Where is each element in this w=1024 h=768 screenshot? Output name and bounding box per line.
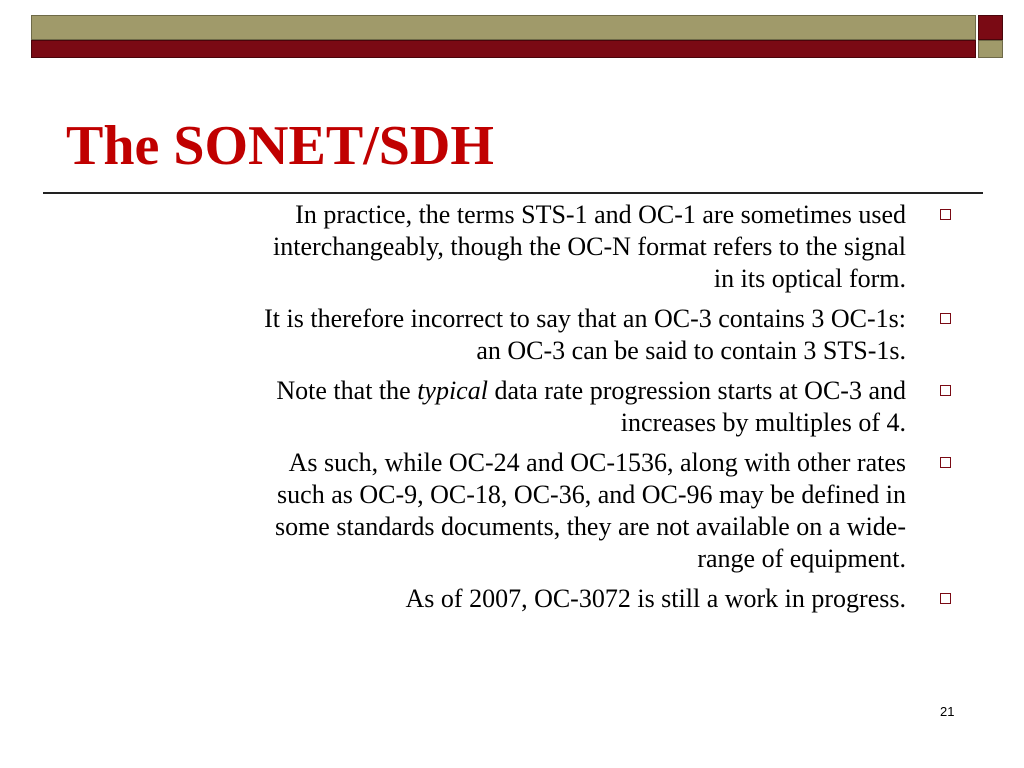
bullet-text: As such, while OC-24 and OC-1536, along with other rates such as OC-9, OC-18, OC-36, and OC-96 may be defined in some standards documents, they are not available on a wide- range of equipment. bbox=[274, 448, 906, 573]
hollow-square-bullet-icon bbox=[940, 457, 951, 468]
bullet-text bbox=[40, 375, 906, 439]
bullet-text: It is therefore incorrect to say that an OC-3 contains 3 OC-1s: an OC-3 can be said to contain 3 STS-1s. bbox=[264, 304, 906, 365]
title-divider bbox=[43, 192, 983, 194]
header-square-olive bbox=[978, 40, 1003, 58]
bullet-item bbox=[40, 303, 970, 367]
hollow-square-bullet-icon bbox=[940, 593, 951, 604]
bullet-item bbox=[40, 583, 970, 615]
bullet-text: As of 2007, OC-3072 is still a work in progress. bbox=[405, 584, 906, 613]
bullet-item bbox=[40, 199, 970, 295]
bullet-item bbox=[40, 375, 970, 439]
bullet-text-before: Note that the bbox=[276, 376, 418, 405]
bullet-text-after: data rate progression starts at OC-3 and increases by multiples of 4. bbox=[494, 376, 906, 437]
hollow-square-bullet-icon bbox=[940, 209, 951, 220]
bullet-text: In practice, the terms STS-1 and OC-1 are sometimes used interchangeably, though the OC-N format refers to the signal in its optical form. bbox=[273, 200, 906, 293]
hollow-square-bullet-icon bbox=[940, 385, 951, 396]
slide-body bbox=[40, 199, 970, 623]
page-number: 21 bbox=[940, 704, 955, 719]
hollow-square-bullet-icon bbox=[940, 313, 951, 324]
slide-title: The SONET/SDH bbox=[66, 115, 494, 177]
header-band-olive bbox=[31, 15, 976, 40]
header-square-maroon bbox=[978, 15, 1003, 40]
bullet-text-emphasis: typical bbox=[417, 376, 488, 405]
bullet-item bbox=[40, 447, 970, 575]
header-band-maroon bbox=[31, 40, 976, 58]
